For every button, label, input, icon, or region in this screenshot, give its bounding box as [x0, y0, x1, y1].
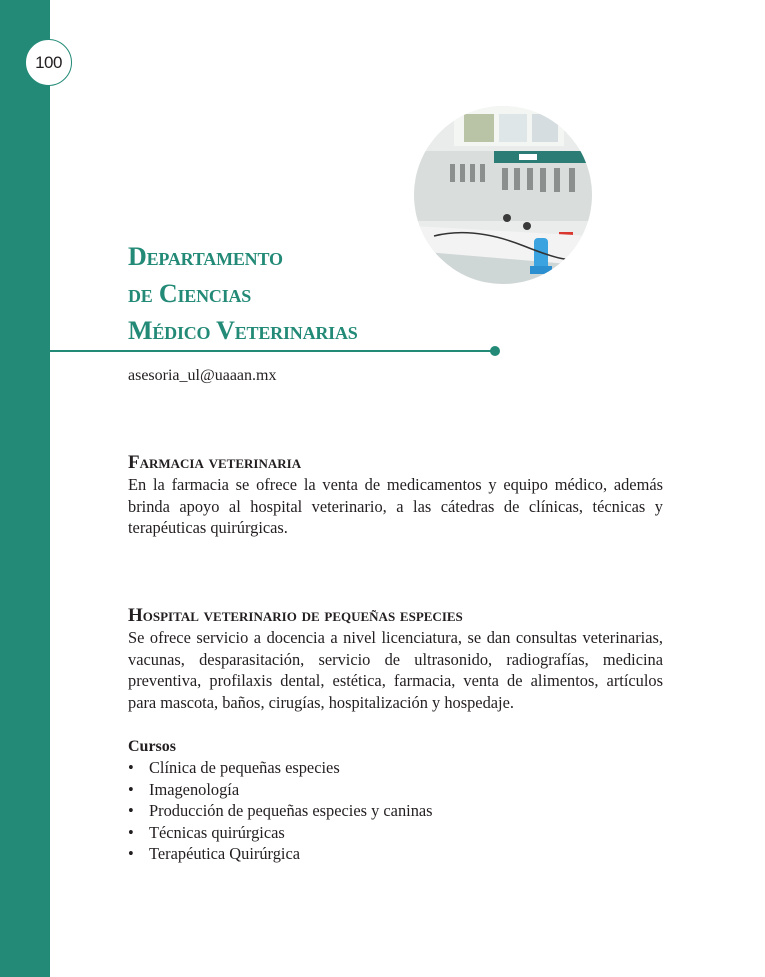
- list-item: [128, 800, 433, 822]
- course-name: Imagenología: [149, 779, 240, 799]
- title-line-3: Médico Veterinarias: [128, 316, 358, 345]
- title-line-1: Departamento: [128, 242, 283, 271]
- sidebar-band: [0, 0, 50, 977]
- bullet-icon: •: [128, 822, 134, 842]
- course-name: Clínica de pequeñas especies: [149, 758, 340, 777]
- section-hospital: [128, 605, 663, 713]
- lab-equipment-image: [414, 106, 592, 284]
- bullet-icon: •: [128, 758, 134, 777]
- title-line-2: de Ciencias: [128, 279, 252, 308]
- course-name: Terapéutica Quirúrgica: [149, 844, 300, 863]
- contact-email[interactable]: asesoria_ul@uaaan.mx: [128, 367, 277, 384]
- title-divider: [50, 350, 493, 352]
- page-number: 100: [25, 39, 72, 86]
- course-name: Técnicas quirúrgicas: [149, 822, 285, 842]
- bullet-icon: •: [128, 844, 134, 863]
- section-body: En la farmacia se ofrece la venta de medicamentos y equipo médico, además brinda apoyo al hospital veterinario, a las cátedras de clínicas, técnicas y terapéuticas quirúrgicas.: [128, 475, 663, 537]
- lab-photo: [414, 106, 592, 284]
- bullet-icon: •: [128, 801, 134, 820]
- section-heading: Hospital veterinario de pequeñas especies: [128, 605, 463, 626]
- courses-heading: Cursos: [128, 738, 177, 755]
- list-item: [128, 757, 433, 779]
- list-item: [128, 822, 433, 844]
- list-item: [128, 843, 433, 865]
- section-farmacia: [128, 452, 663, 539]
- section-body: Se ofrece servicio a docencia a nivel licenciatura, se dan consultas veterinarias, vacunas, desparasitación, servicio de ultrasonido, radiografías, medicina preventiva, profilaxis dental, estética, farmacia, venta de alimentos, artículos para mascota, baños, cirugías, hospitalización y hospedaje.: [128, 628, 663, 712]
- list-item: [128, 779, 433, 801]
- bullet-icon: •: [128, 779, 134, 799]
- course-name: Producción de pequeñas especies y caninas: [149, 801, 433, 820]
- department-title: [128, 238, 358, 349]
- courses-block: [128, 736, 433, 865]
- section-heading: Farmacia veterinaria: [128, 452, 302, 473]
- courses-list: [128, 757, 433, 865]
- divider-dot: [490, 346, 500, 356]
